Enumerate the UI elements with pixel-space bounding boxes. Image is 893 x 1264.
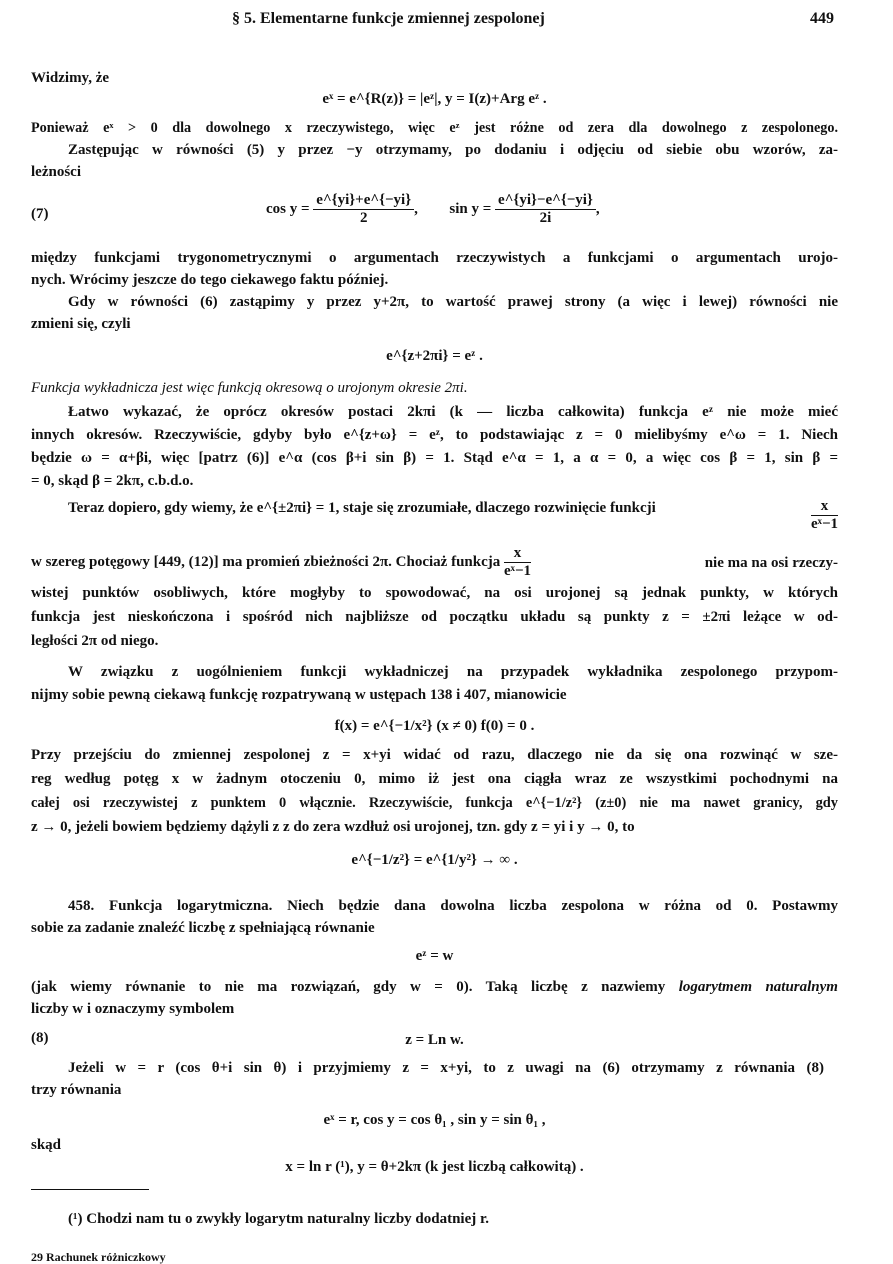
text-line-with-fraction <box>31 545 838 580</box>
text-line: Jeżeli w = r (cos θ+i sin θ) i przyjmiemy z = x+yi, to z uwagi na (6) otrzymamy z równania (8) <box>68 1060 824 1076</box>
text-line: nych. Wrócimy jeszcze do tego ciekawego faktu później. <box>31 272 389 288</box>
theorem-line: Funkcja wykładnicza jest więc funkcją okresową o urojonym okresie 2πi. <box>31 380 468 396</box>
page-number: 449 <box>810 10 834 27</box>
text-line: Przy przejściu do zmiennej zespolonej z = x+yi widać od razu, dlaczego nie da się ona rozwinąć w sze- <box>31 747 838 763</box>
text-line: zmieni się, czyli <box>31 316 131 332</box>
text-line: innych okresów. Rzeczywiście, gdyby było e^{z+ω} = eᶻ, to podstawiając z = 0 mielibyśmy e^ω = 1. Niech <box>31 427 838 443</box>
equation: f(x) = e^{−1/x²} (x ≠ 0) f(0) = 0 . <box>334 718 535 734</box>
text-line: Widzimy, że <box>31 70 110 86</box>
inline-fraction <box>811 498 838 533</box>
text-line: funkcja jest nieskończona i spośród nich najbliższe od początku układu są punkty z = ±2πi leżące w od- <box>31 609 838 625</box>
equation: eˣ = r, cos y = cos θ₁ , sin y = sin θ₁ , <box>323 1112 546 1128</box>
equation: e^{−1/z²} = e^{1/y²} → ∞ . <box>351 852 518 868</box>
text-line: reg według potęg x w żadnym otoczeniu 0, mimo iż jest ona ciągła wraz ze wszystkimi pochodnymi na <box>31 771 838 787</box>
text-line: nijmy sobie pewną ciekawą funkcję rozpatrywaną w ustępach 138 i 407, mianowicie <box>31 687 567 703</box>
text-fragment: (jak wiemy równanie to nie ma rozwiązań, gdy w = 0). Taką liczbę z nazwiemy <box>31 979 679 995</box>
text-line: wistej punktów osobliwych, które mogłyby to spowodować, na osi urojonej są jednak punkty, w których <box>31 585 838 601</box>
text-line: Łatwo wykazać, że oprócz okresów postaci 2kπi (k — liczba całkowita) funkcja eᶻ nie może mieć <box>68 404 838 420</box>
text-line: Ponieważ eˣ > 0 dla dowolnego x rzeczywistego, więc eᶻ jest różne od zera dla dowolnego z zespolonego. <box>31 120 838 136</box>
fraction-numerator: x <box>811 498 838 516</box>
equation-tag: (7) <box>31 206 49 222</box>
eq7-sin-fraction <box>495 192 596 227</box>
text-line: będzie ω = α+βi, więc [patrz (6)] e^α (cos β+i sin β) = 1. Stąd e^α = 1, a α = 0, a więc cos β = 1, sin β = <box>31 450 838 466</box>
text-fragment: w szereg potęgowy [449, (12)] ma promień zbieżności 2π. Chociaż funkcja <box>31 554 501 570</box>
text-line: = 0, skąd β = 2kπ, c.b.d.o. <box>31 473 194 489</box>
equation-tag: (8) <box>31 1030 49 1046</box>
text-line: sobie za zadanie znaleźć liczbę z spełniającą równanie <box>31 920 375 936</box>
equation: z = Ln w. <box>405 1032 464 1048</box>
text-line: Zastępując w równości (5) y przez −y otrzymamy, po dodaniu i odjęciu od siebie obu wzorów, za- <box>68 142 838 158</box>
text-line: ległości 2π od niego. <box>31 633 159 649</box>
printer-signature: 29 Rachunek różniczkowy <box>31 1250 166 1264</box>
text-fragment: Teraz dopiero, gdy wiemy, że e^{±2πi} = 1, staje się zrozumiałe, dlaczego rozwinięcie funkcji <box>68 500 656 517</box>
equation: e^{z+2πi} = eᶻ . <box>386 348 483 364</box>
section-heading: 458. Funkcja logarytmiczna. <box>68 898 273 914</box>
text-line-with-fraction <box>68 498 838 532</box>
fraction-numerator: x <box>504 545 531 563</box>
defined-term: logarytmem naturalnym <box>678 979 838 995</box>
text-fragment: nie ma na osi rzeczy- <box>704 555 838 571</box>
text-line: trzy równania <box>31 1082 122 1098</box>
fraction-denominator: eˣ−1 <box>811 516 838 532</box>
text-line: W związku z uogólnieniem funkcji wykładniczej na przypadek wykładnika zespolonego przypom- <box>68 664 838 680</box>
fraction-denominator: eˣ−1 <box>504 563 532 579</box>
text-line: całej osi rzeczywistej z punktem 0 włącznie. Rzeczywiście, funkcja e^{−1/z²} (z±0) nie ma nawet granicy, gdy <box>31 795 838 811</box>
inline-fraction <box>504 545 531 580</box>
fraction-denominator: 2i <box>539 210 552 226</box>
eq7-cos-lhs: cos y = <box>266 201 310 217</box>
fraction-denominator: 2 <box>359 210 368 226</box>
equation: eᶻ = w <box>415 948 454 964</box>
equation-7: (7) cos y = $\frac{e\^{}\{yi\}+e\^{}\{-yi\}}{2}$ , sin y = $\frac{e\^{}\{yi\}-e\^{}\{-yi\}}{2i}$ , <box>31 192 600 226</box>
section-heading-line <box>68 896 838 916</box>
fraction-numerator: e^{yi}+e^{−yi} <box>313 192 414 210</box>
footnote: (¹) Chodzi nam tu o zwykły logarytm naturalny liczby dodatniej r. <box>68 1211 490 1227</box>
text-line: leżności <box>31 164 81 180</box>
text-line: z → 0, jeżeli bowiem będziemy dążyli z z do zera wzdłuż osi urojonej, tzn. gdy z = yi i y → 0, to <box>31 819 635 835</box>
eq7-sin-lhs: sin y = <box>449 201 492 217</box>
text-line: Gdy w równości (6) zastąpimy y przez y+2π, to wartość prawej strony (a więc i lewej) równości nie <box>68 294 838 310</box>
equation: x = ln r (¹), y = θ+2kπ (k jest liczbą całkowitą) . <box>285 1159 584 1175</box>
equation: eˣ = e^{R(z)} = |eᶻ|, y = I(z)+Arg eᶻ . <box>322 91 547 107</box>
eq7-cos-fraction <box>313 192 414 227</box>
text-line <box>31 977 838 997</box>
footnote-rule <box>31 1189 149 1190</box>
text-line: liczby w i oznaczymy symbolem <box>31 1001 235 1017</box>
header-title: § 5. Elementarne funkcje zmiennej zespolonej <box>232 10 545 27</box>
fraction-numerator: e^{yi}−e^{−yi} <box>495 192 596 210</box>
text-line: między funkcjami trygonometrycznymi o argumentach rzeczywistych a funkcjami o argumentach urojo- <box>31 250 838 266</box>
text-line: skąd <box>31 1137 62 1153</box>
text-fragment: Niech będzie dana dowolna liczba zespolona w różna od 0. Postawmy <box>272 898 838 914</box>
